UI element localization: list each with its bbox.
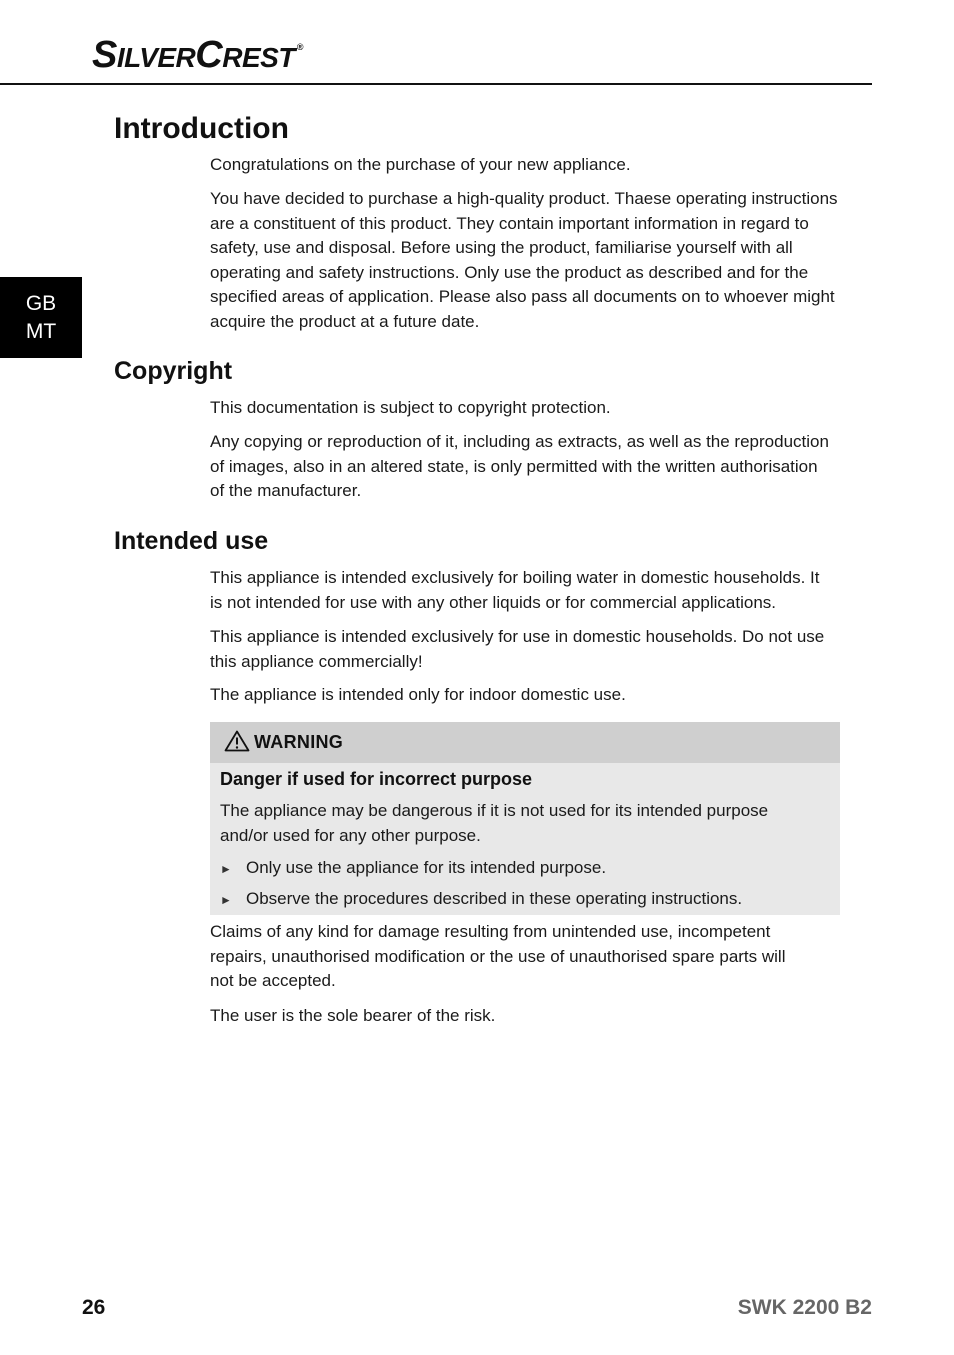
header-rule [0, 83, 872, 85]
intended-use-paragraph-5: The user is the sole bearer of the risk. [210, 1006, 496, 1025]
warning-bullet-1: Only use the appliance for its intended purpose. [246, 858, 607, 877]
introduction-heading: Introduction [114, 112, 289, 145]
intended-use-paragraph-2: This appliance is intended exclusively for use in domestic households. Do not use this appliance commercially! [210, 627, 825, 671]
introduction-paragraph-2: You have decided to purchase a high-quality product. Thaese operating instructions are a constituent of this product. They contain important information in regard to safety, use and disposal. Before using the product, familiarise yourself with all operating and safety instructions. Only use the product as described and for the specified areas of application. Please also pass all documents on to whoever might acquire the product at a future date. [210, 189, 838, 331]
intended-use-heading: Intended use [114, 527, 269, 555]
language-code-mt: MT [25, 319, 57, 343]
warning-triangle-icon [224, 730, 250, 752]
warning-subtitle: Danger if used for incorrect purpose [220, 769, 533, 789]
introduction-paragraph-1: Congratulations on the purchase of your new appliance. [210, 155, 631, 174]
bullet-arrow-icon: ► [220, 893, 232, 907]
list-item [220, 887, 742, 912]
bullet-arrow-icon: ► [220, 862, 232, 876]
list-item [220, 856, 606, 881]
copyright-paragraph-2: Any copying or reproduction of it, including as extracts, as well as the reproduction of images, also in an altered state, is only permitted with the written authorisation of the manufacturer. [210, 432, 829, 501]
brand-logo: SILVERCREST ® [92, 34, 304, 76]
language-tab [0, 277, 82, 358]
warning-label: WARNING [254, 732, 344, 752]
warning-box [210, 722, 840, 915]
language-code-gb: GB [25, 291, 57, 315]
intended-use-paragraph-1: This appliance is intended exclusively for boiling water in domestic households. It is not intended for use with any other liquids or for commercial applications. [210, 568, 820, 612]
intended-use-paragraph-3: The appliance is intended only for indoor domestic use. [210, 685, 626, 704]
warning-text: The appliance may be dangerous if it is not used for its intended purpose and/or used for any other purpose. [220, 801, 769, 845]
intended-use-paragraph-4: Claims of any kind for damage resulting from unintended use, incompetent repairs, unauthorised modification or the use of unauthorised spare parts will not be accepted. [210, 922, 786, 991]
warning-header [210, 722, 840, 763]
model-number: SWK 2200 B2 [737, 1296, 872, 1319]
copyright-paragraph-1: This documentation is subject to copyright protection. [210, 398, 611, 417]
warning-bullet-2: Observe the procedures described in these operating instructions. [246, 889, 743, 908]
copyright-heading: Copyright [114, 357, 233, 385]
page-number: 26 [82, 1296, 106, 1319]
